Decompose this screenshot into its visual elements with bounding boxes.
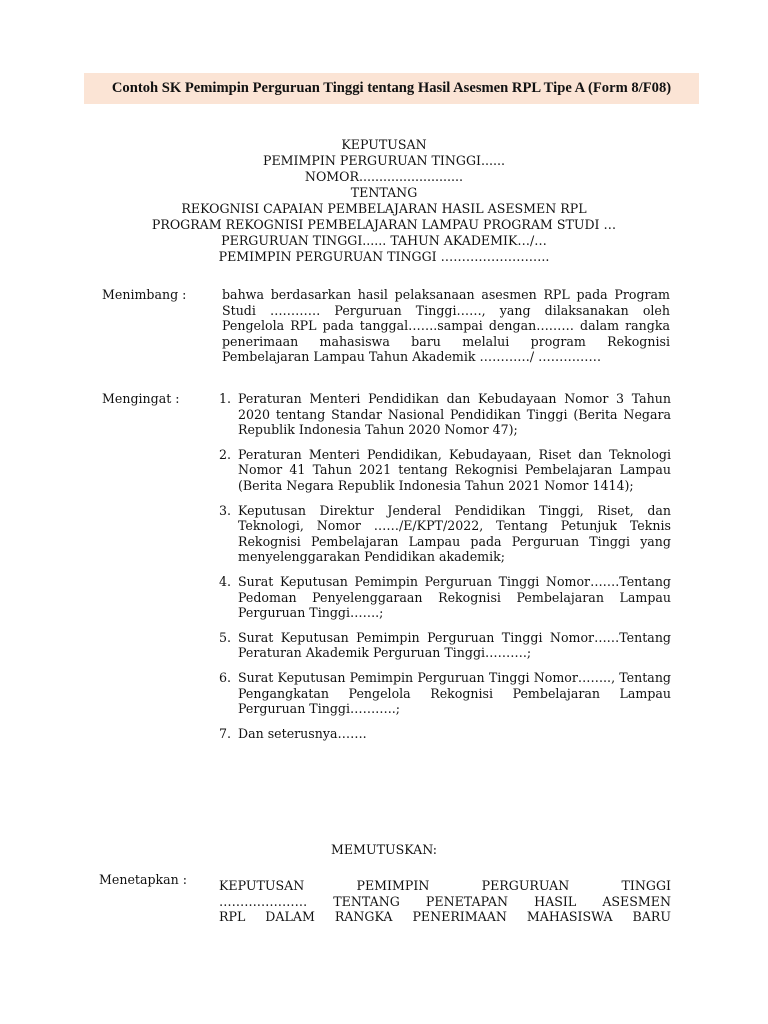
heading-line: PEMIMPIN PERGURUAN TINGGI...... — [262, 153, 506, 168]
memutuskan-heading: MEMUTUSKAN: — [330, 842, 438, 857]
list-item — [219, 670, 671, 717]
list-item-text: Surat Keputusan Pemimpin Perguruan Tinggi Nomor…….Tentang Pedoman Penyelenggaraan Rekognisi Pembelajaran Lampau Perguruan Tinggi…….; — [238, 573, 671, 621]
heading-line: PROGRAM REKOGNISI PEMBELAJARAN LAMPAU PROGRAM STUDI … — [151, 217, 617, 232]
form-title-banner: Contoh SK Pemimpin Perguruan Tinggi tentang Hasil Asesmen RPL Tipe A (Form 8/F08) — [84, 73, 699, 104]
list-item-text: Surat Keputusan Pemimpin Perguruan Tinggi Nomor…….., Tentang Pengangkatan Pengelola Rekognisi Pembelajaran Lampau Perguruan Tinggi………..; — [238, 669, 671, 717]
list-item-number: 1. — [219, 391, 232, 406]
mengingat-list — [219, 391, 671, 750]
mengingat-label: Mengingat : — [102, 391, 180, 406]
word: RPL — [219, 909, 246, 925]
list-item-number: 7. — [219, 725, 232, 741]
word: HASIL — [534, 893, 577, 909]
menetapkan-line — [219, 894, 671, 910]
word: RANGKA — [334, 909, 393, 925]
heading-line: TENTANG — [350, 185, 418, 200]
word: MAHASISWA — [526, 909, 613, 925]
menimbang-label: Menimbang : — [102, 287, 187, 302]
menetapkan-label: Menetapkan : — [99, 872, 188, 887]
list-item-text: Surat Keputusan Pemimpin Perguruan Tinggi Nomor……Tentang Peraturan Akademik Perguruan Tinggi……….; — [238, 629, 671, 661]
word: ASESMEN — [602, 893, 671, 909]
heading-line: PERGURUAN TINGGI...... TAHUN AKADEMIK…/… — [221, 233, 547, 248]
heading-line: REKOGNISI CAPAIAN PEMBELAJARAN HASIL ASESMEN RPL — [181, 201, 587, 216]
word: DALAM — [265, 909, 315, 925]
word: TINGGI — [621, 878, 671, 893]
word: TENTANG — [333, 893, 400, 909]
menetapkan-text — [219, 878, 671, 925]
list-item-number: 3. — [219, 502, 232, 518]
menimbang-text: bahwa berdasarkan hasil pelaksanaan asesmen RPL pada Program Studi ………… Perguruan Tinggi……, yang dilaksanakan oleh Pengelola RPL pada tanggal…….sampai dengan……… dalam rangka penerimaan mahasiswa baru melalui program Rekognisi Pembelajaran Lampau Tahun Akademik …………/ …………… — [222, 287, 670, 365]
list-item-text: Peraturan Menteri Pendidikan dan Kebudayaan Nomor 3 Tahun 2020 tentang Standar Nasional Pendidikan Tinggi (Berita Negara Republik Indonesia Tahun 2020 Nomor 47); — [238, 391, 671, 438]
list-item-text: Keputusan Direktur Jenderal Pendidikan Tinggi, Riset, dan Teknologi, Nomor ……/E/KPT/2022, Tentang Petunjuk Teknis Rekognisi Pembelajaran Lampau pada Perguruan Tinggi yang menyelenggarakan Pendidikan akademik; — [238, 502, 671, 565]
word: BARU — [632, 909, 671, 925]
list-item-text: Dan seterusnya……. — [238, 725, 367, 741]
list-item-number: 4. — [219, 573, 232, 589]
list-item-number: 6. — [219, 669, 232, 685]
list-item — [219, 630, 671, 661]
word: ………………… — [219, 893, 308, 909]
list-item-text: Peraturan Menteri Pendidikan, Kebudayaan, Riset dan Teknologi Nomor 41 Tahun 2021 tentang Rekognisi Pembelajaran Lampau (Berita Negara Republik Indonesia Tahun 2021 Nomor 1414); — [238, 446, 671, 493]
word: PENETAPAN — [425, 893, 509, 909]
word: KEPUTUSAN — [219, 878, 305, 893]
menetapkan-line — [219, 909, 671, 925]
list-item — [219, 447, 671, 494]
list-item — [219, 726, 671, 742]
decree-heading — [0, 137, 768, 249]
menetapkan-line — [219, 878, 671, 894]
list-item — [219, 574, 671, 621]
heading-line: KEPUTUSAN — [341, 137, 427, 152]
list-item — [219, 391, 671, 438]
list-item-number: 2. — [219, 446, 232, 462]
word: PENERIMAAN — [412, 909, 507, 925]
list-item-number: 5. — [219, 629, 232, 645]
word: PERGURUAN — [481, 878, 570, 893]
leader-line: PEMIMPIN PERGURUAN TINGGI …………………….. — [218, 249, 550, 264]
heading-line: NOMOR.......................... — [304, 169, 464, 184]
word: PEMIMPIN — [356, 878, 430, 893]
list-item — [219, 503, 671, 565]
